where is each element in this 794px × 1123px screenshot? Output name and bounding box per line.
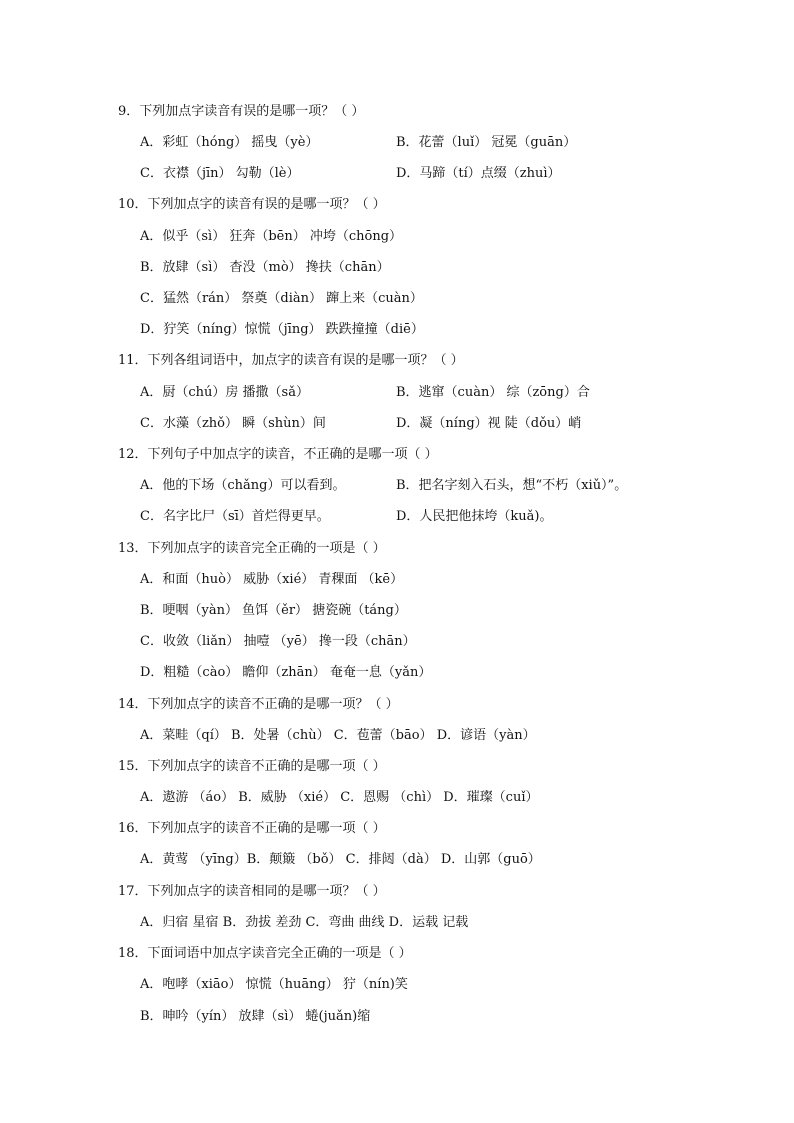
question-11-option-c: C．水藻（zhǒ） 瞬（shùn）间: [140, 416, 326, 431]
question-12-stem: 12．下列句子中加点字的读音，不正确的是哪一项（ ）: [118, 447, 438, 462]
question-13-stem: 13．下列加点字的读音完全正确的一项是（ ）: [118, 541, 386, 556]
question-10-option-a: A．似乎（sì） 狂奔（bēn） 冲垮（chōng）: [140, 229, 403, 244]
question-17-options: A．归宿 星宿 B．劲拔 差劲 C．弯曲 曲线 D．运载 记载: [140, 915, 469, 930]
question-10-option-c: C．猛然（rán） 祭奠（diàn） 蹿上来（cuàn）: [140, 291, 423, 306]
question-11-option-d: D．凝（níng）视 陡（dǒu）峭: [396, 416, 582, 431]
question-11-option-b: B．逃窜（cuàn） 综（zōng）合: [396, 385, 590, 400]
question-12-option-a: A．他的下场（chǎng）可以看到。: [140, 478, 346, 493]
question-12-option-c: C．名字比尸（sī）首烂得更早。: [140, 509, 330, 524]
question-13-option-a: A．和面（huò） 威胁（xié） 青稞面 （kē）: [140, 572, 404, 587]
question-16-stem: 16．下列加点字的读音不正确的是哪一项（ ）: [118, 821, 386, 836]
question-17-stem: 17．下列加点字的读音相同的是哪一项？（ ）: [118, 884, 386, 899]
question-13-option-d: D．粗糙（cào） 瞻仰（zhān） 奄奄一息（yǎn）: [140, 665, 432, 680]
question-18-stem: 18．下面词语中加点字读音完全正确的一项是（ ）: [118, 946, 412, 961]
question-9-option-b: B．花蕾（luǐ） 冠冕（guān）: [396, 135, 577, 150]
question-9-option-c: C．衣襟（jīn） 勾勒（lè）: [140, 166, 300, 181]
question-9-option-d: D．马蹄（tí）点缀（zhuì）: [396, 166, 561, 181]
question-12-option-b: B．把名字刻入石头，想“不朽（xiǔ）”。: [396, 478, 628, 493]
question-18-option-a: A．咆哮（xiāo） 惊慌（huāng） 狞（nín)笑: [140, 977, 408, 992]
question-11-stem: 11．下列各组词语中，加点字的读音有误的是哪一项？（ ）: [118, 353, 464, 368]
question-15-stem: 15．下列加点字的读音不正确的是哪一项（ ）: [118, 759, 386, 774]
question-12-option-d: D．人民把他抹垮（kuǎ)。: [396, 509, 553, 524]
question-11-option-a: A．厨（chú）房 播撒（sǎ）: [140, 385, 309, 400]
question-16-options: A．黄莺 （yīng）B．颠簸 （bǒ） C．排闼（dà） D．山郭（guō）: [140, 852, 541, 867]
question-13-option-b: B．哽咽（yàn） 鱼饵（ěr） 搪瓷碗（táng）: [140, 603, 407, 618]
question-14-stem: 14．下列加点字的读音不正确的是哪一项？（ ）: [118, 697, 399, 712]
question-10-option-b: B．放肆（sì） 杳没（mò） 搀扶（chān）: [140, 260, 390, 275]
question-10-option-d: D．狞笑（níng）惊慌（jīng） 跌跌撞撞（diē）: [140, 322, 424, 337]
question-9-stem: 9．下列加点字读音有误的是哪一项？（ ）: [118, 104, 365, 119]
question-18-option-b: B．呻吟（yín） 放肆（sì） 蜷(juǎn)缩: [140, 1009, 371, 1024]
question-9-option-a: A．彩虹（hóng） 摇曳（yè）: [140, 135, 319, 150]
question-13-option-c: C．收敛（liǎn） 抽噎 （yē） 搀一段（chān）: [140, 634, 416, 649]
question-10-stem: 10．下列加点字的读音有误的是哪一项？（ ）: [118, 197, 386, 212]
question-14-options: A．菜畦（qí） B．处暑（chù） C．苞蕾（bāo） D．谚语（yàn）: [140, 728, 536, 743]
question-15-options: A．遨游 （áo） B．威胁 （xié） C．恩赐 （chì） D．璀璨（cuǐ）: [140, 790, 539, 805]
